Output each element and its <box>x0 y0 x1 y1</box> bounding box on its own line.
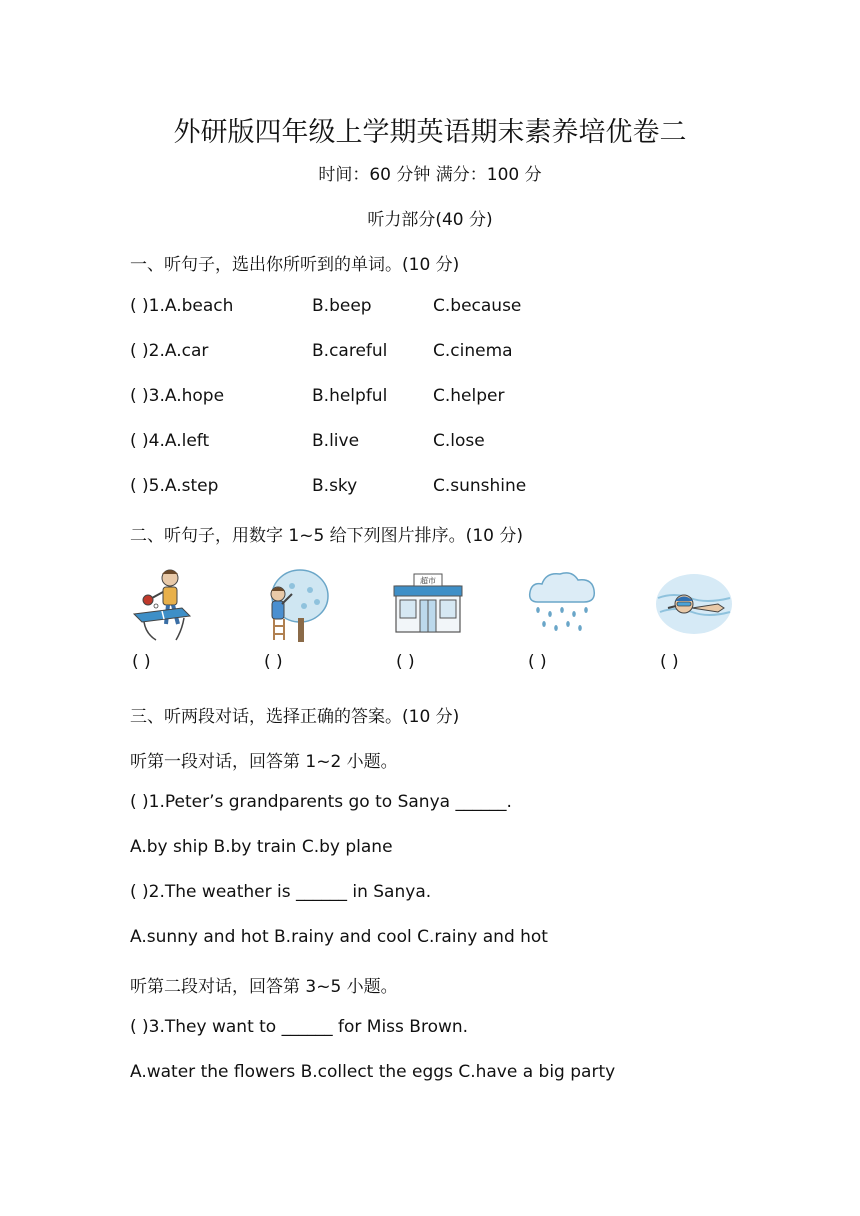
s1-item1-c: C.because <box>433 296 522 316</box>
page-title: 外研版四年级上学期英语期末素养培优卷二 <box>173 117 687 148</box>
s1-item5-a: ( )5.A.step <box>130 476 219 496</box>
s3-question2-options: A.sunny and hot B.rainy and cool C.rainy and hot <box>130 927 548 947</box>
supermarket-picture <box>392 568 464 634</box>
s1-item4-a: ( )4.A.left <box>130 431 210 451</box>
s1-item3-c: C.helper <box>433 386 505 406</box>
swimming-picture <box>654 568 734 638</box>
s1-item5-c: C.sunshine <box>433 476 527 496</box>
s1-item3-a: ( )3.A.hope <box>130 386 225 406</box>
rain-cloud-picture <box>526 568 598 638</box>
table-tennis-picture <box>132 568 192 642</box>
picture5-blank[interactable]: ( ) <box>660 652 679 672</box>
section2-heading: 二、听句子，用数字 1~5 给下列图片排序。(10 分) <box>130 526 523 546</box>
section1-heading: 一、听句子，选出你所听到的单词。(10 分) <box>130 255 460 275</box>
part-label: 听力部分(40 分) <box>367 210 493 230</box>
apple-tree-picture <box>262 568 330 644</box>
s3-question1: ( )1.Peter’s grandparents go to Sanya ______. <box>130 792 512 812</box>
s3-question1-options: A.by ship B.by train C.by plane <box>130 837 393 857</box>
section3-heading: 三、听两段对话，选择正确的答案。(10 分) <box>130 707 460 727</box>
s1-item2-c: C.cinema <box>433 341 513 361</box>
picture4-blank[interactable]: ( ) <box>528 652 547 672</box>
picture2-blank[interactable]: ( ) <box>264 652 283 672</box>
dialog1-instruction: 听第一段对话，回答第 1~2 小题。 <box>130 752 398 772</box>
s3-question3-options: A.water the flowers B.collect the eggs C.have a big party <box>130 1062 616 1082</box>
s1-item2-a: ( )2.A.car <box>130 341 209 361</box>
dialog2-instruction: 听第二段对话，回答第 3~5 小题。 <box>130 977 398 997</box>
s1-item3-b: B.helpful <box>312 386 388 406</box>
picture1-blank[interactable]: ( ) <box>132 652 151 672</box>
s3-question2: ( )2.The weather is ______ in Sanya. <box>130 882 432 902</box>
exam-info: 时间：60 分钟 满分：100 分 <box>318 165 542 185</box>
s3-question3: ( )3.They want to ______ for Miss Brown. <box>130 1017 469 1037</box>
s1-item2-b: B.careful <box>312 341 388 361</box>
s1-item5-b: B.sky <box>312 476 358 496</box>
picture3-blank[interactable]: ( ) <box>396 652 415 672</box>
s1-item4-c: C.lose <box>433 431 485 451</box>
s1-item4-b: B.live <box>312 431 360 451</box>
supermarket-sign: 超市 <box>420 576 436 586</box>
s1-item1-b: B.beep <box>312 296 372 316</box>
s1-item1-a: ( )1.A.beach <box>130 296 234 316</box>
